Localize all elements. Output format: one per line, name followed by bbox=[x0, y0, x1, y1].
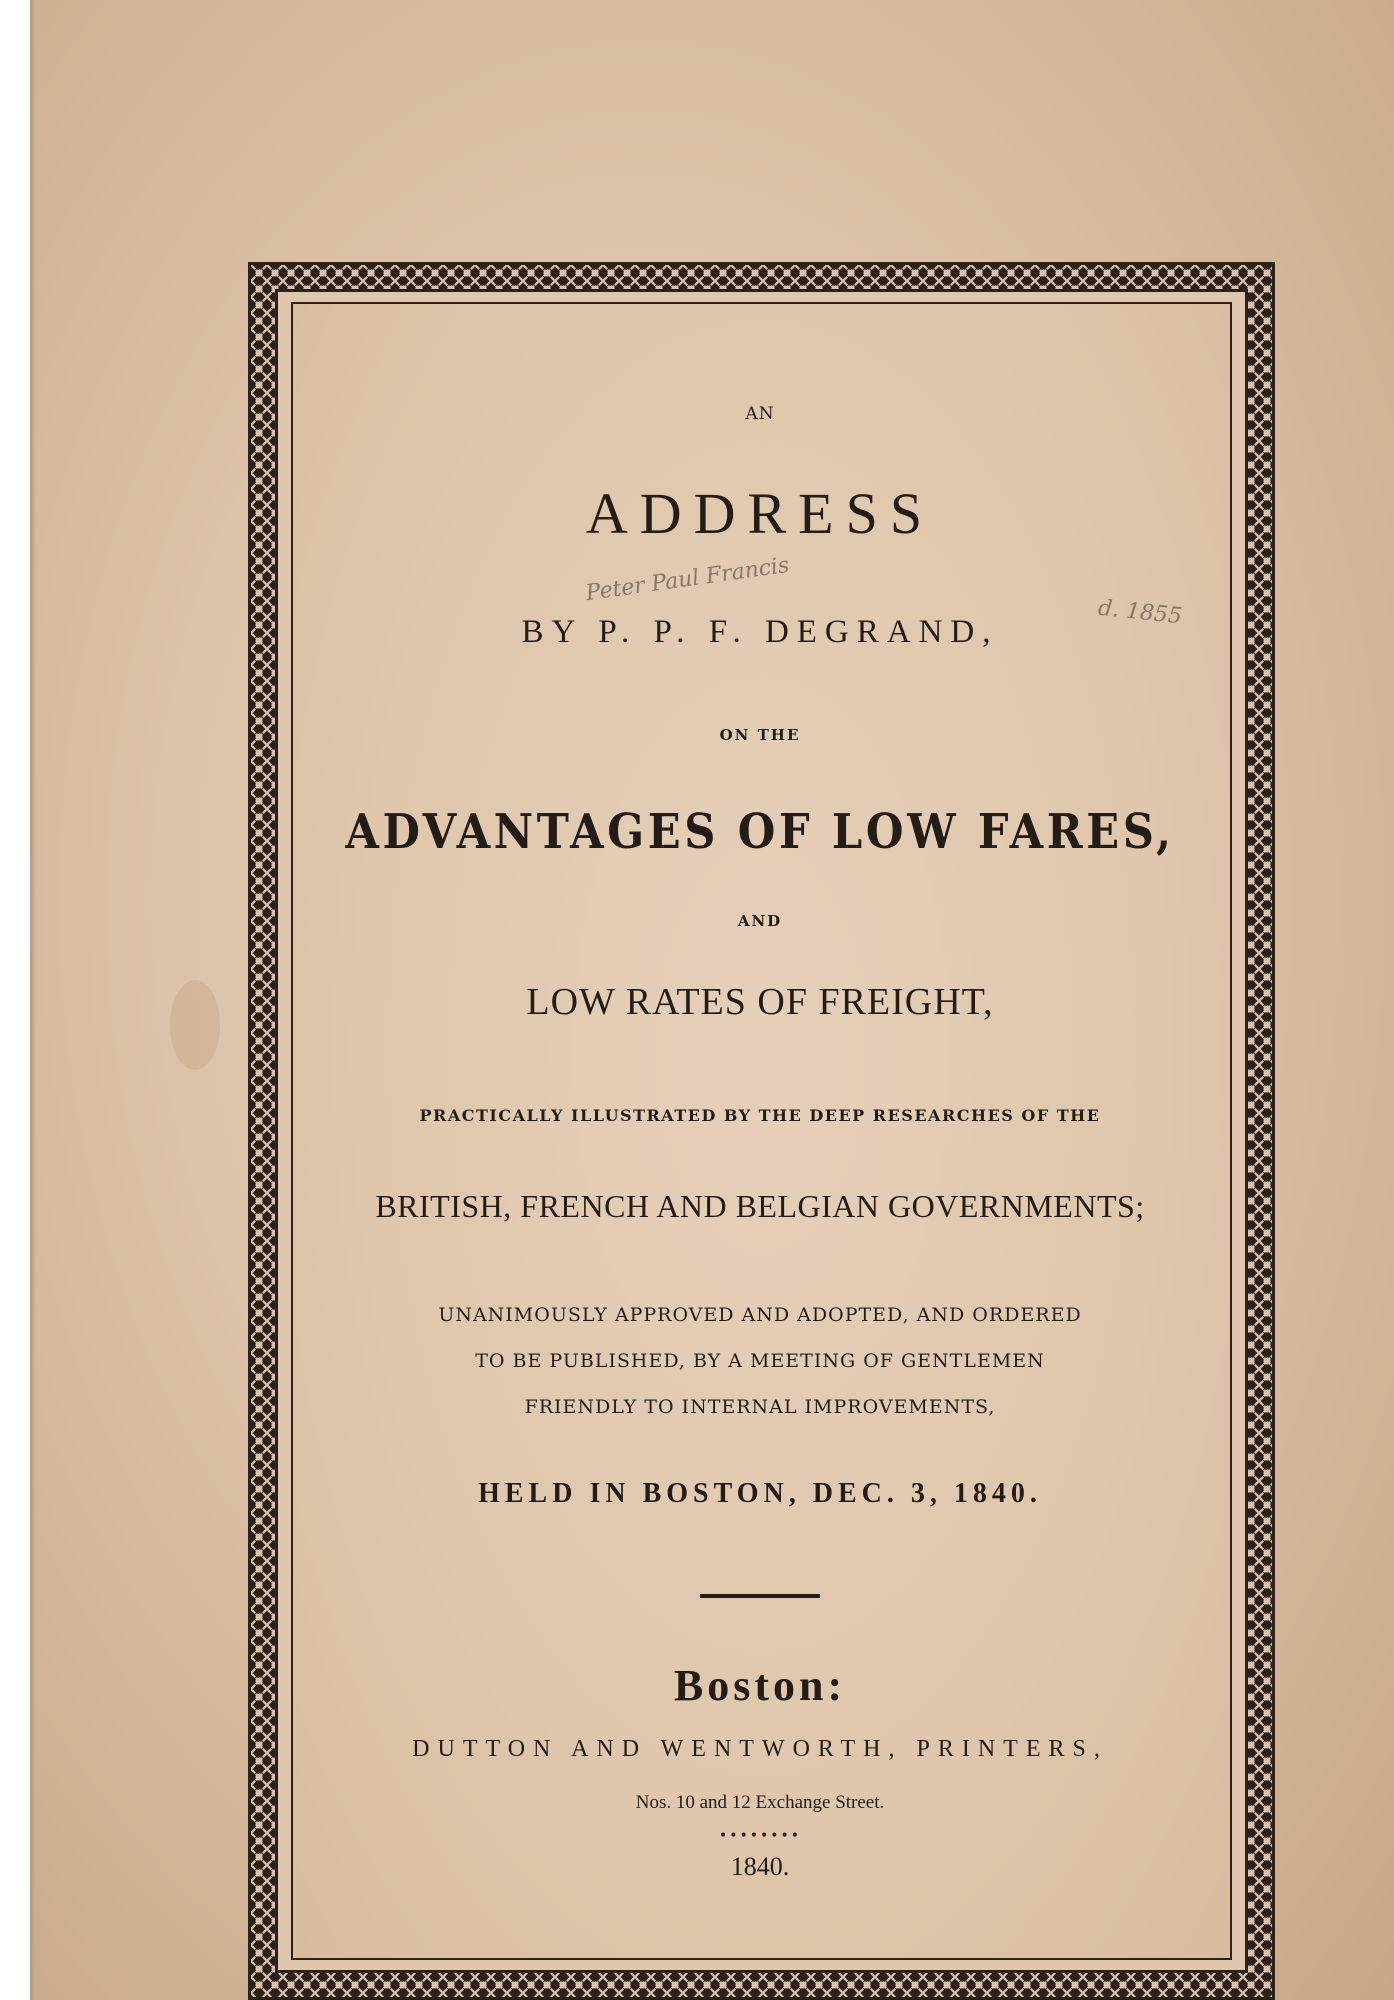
imprint-address: Nos. 10 and 12 Exchange Street. bbox=[635, 1792, 885, 1813]
approval-line-3: FRIENDLY TO INTERNAL IMPROVEMENTS, bbox=[524, 1396, 996, 1418]
illustrated-line: PRACTICALLY ILLUSTRATED BY THE DEEP RESEARCHES OF THE bbox=[419, 1106, 1101, 1125]
author-byline: BY P. P. F. DEGRAND, bbox=[521, 614, 999, 650]
approval-line-2: TO BE PUBLISHED, BY A MEETING OF GENTLEMEN bbox=[475, 1350, 1045, 1372]
title-article: AN bbox=[745, 404, 775, 424]
imprint-city: Boston: bbox=[673, 1661, 847, 1710]
approval-line-1: UNANIMOUSLY APPROVED AND ADOPTED, AND ORDERED bbox=[438, 1304, 1082, 1326]
connector-on-the: ON THE bbox=[719, 726, 801, 744]
connector-and: AND bbox=[737, 912, 783, 930]
meeting-line: HELD IN BOSTON, DEC. 3, 1840. bbox=[478, 1478, 1042, 1509]
divider-rule bbox=[700, 1594, 820, 1598]
handwritten-date: d. 1855 bbox=[1096, 595, 1184, 630]
title-page-content bbox=[270, 300, 1250, 1960]
paper-stain bbox=[170, 980, 220, 1070]
title-main: ADDRESS bbox=[585, 481, 935, 546]
page-edge bbox=[30, 0, 36, 2000]
governments-line: BRITISH, FRENCH AND BELGIAN GOVERNMENTS; bbox=[375, 1188, 1145, 1224]
imprint-year: 1840. bbox=[730, 1852, 790, 1881]
handwritten-note: Peter Paul Francis bbox=[584, 552, 791, 607]
imprint-printers: DUTTON AND WENTWORTH, PRINTERS, bbox=[412, 1736, 1108, 1762]
document-page bbox=[30, 0, 1394, 2000]
subject-low-fares: ADVANTAGES OF LOW FARES, bbox=[345, 804, 1175, 860]
dotted-ornament: •••••••• bbox=[718, 1828, 802, 1844]
subject-low-freight: LOW RATES OF FREIGHT, bbox=[526, 981, 994, 1023]
